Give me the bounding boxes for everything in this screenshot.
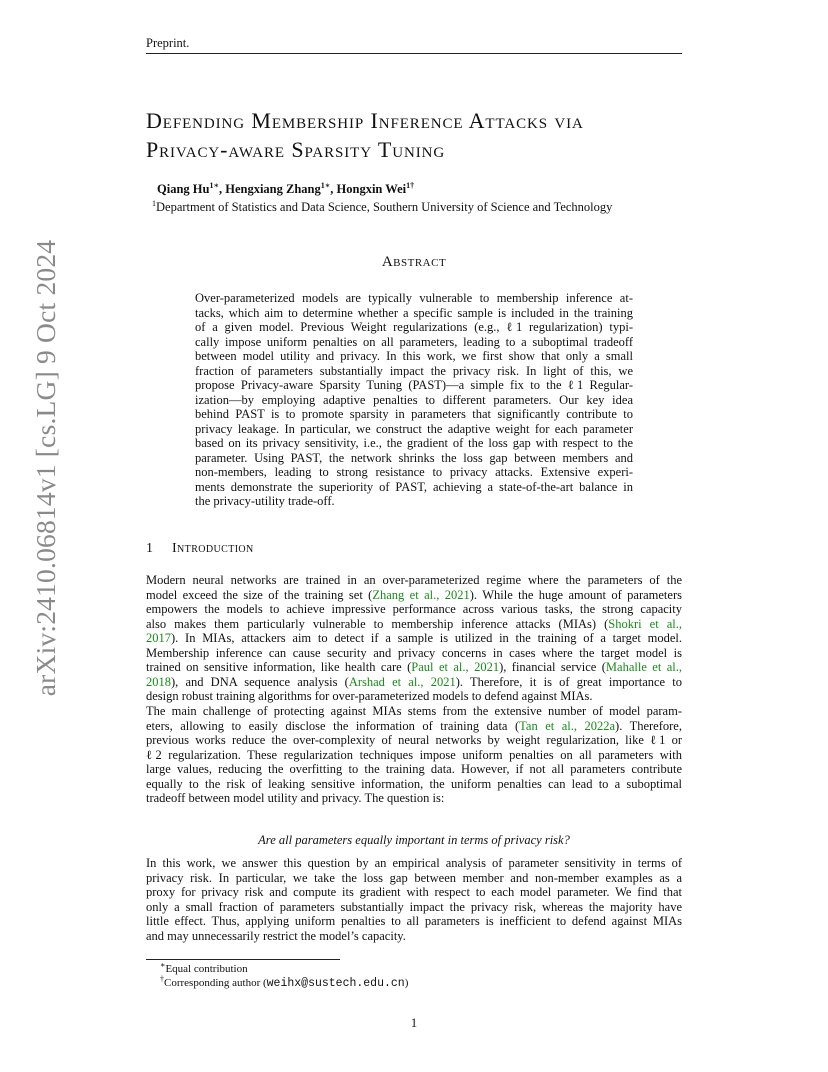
abstract-line: based on its privacy sensitivity, i.e., the gradient of the loss gap with respect to the bbox=[195, 436, 633, 450]
citation-link[interactable]: 2017 bbox=[146, 631, 171, 645]
text-run: empowers the models to achieve impressive performance across various tasks, the strong capacity bbox=[146, 602, 682, 616]
paragraph-line bbox=[146, 704, 682, 719]
abstract-line: cally impose uniform penalties on all parameters, leading to a suboptimal tradeoff bbox=[195, 334, 633, 349]
text-run: proxy for privacy risk and compute its gradient with respect to each model parameter. We find that bbox=[146, 885, 682, 899]
abstract-line: ments demonstrate the superiority of PAST, achieving a state-of-the-art balance in bbox=[195, 479, 633, 494]
author-marks: 1∗ bbox=[320, 180, 331, 190]
footnote-equal bbox=[160, 960, 248, 975]
text-run: design robust training algorithms for over-parameterized models to defend against MIAs. bbox=[146, 689, 593, 703]
abstract-line: the privacy-utility trade-off. bbox=[195, 494, 335, 508]
paragraph-line bbox=[146, 631, 682, 646]
abstract-line: privacy leakage. In particular, we construct the adaptive weight for each parameter bbox=[195, 421, 633, 436]
text-run: also makes them particularly vulnerable to membership inference attacks (MIAs) ( bbox=[146, 616, 609, 631]
abstract-line: parameter. Using PAST, the network shrinks the loss gap between members and bbox=[195, 450, 633, 465]
abstract-line: propose Privacy-aware Sparsity Tuning (PAST)—a simple fix to the ℓ1 Regular- bbox=[195, 378, 633, 392]
paragraph-line bbox=[146, 914, 682, 929]
footnote-rule bbox=[146, 959, 340, 960]
author-list bbox=[157, 182, 414, 197]
author-separator: , bbox=[218, 182, 226, 196]
paragraph-line bbox=[146, 885, 682, 900]
text-run: and may unnecessarily restrict the model’s capacity. bbox=[146, 928, 406, 943]
title-line-1: Defending Membership Inference Attacks via bbox=[146, 108, 584, 133]
arxiv-stamp-text: arXiv:2410.06814v1 [cs.LG] 9 Oct 2024 bbox=[30, 239, 61, 697]
text-run: Membership inference can cause security and privacy concerns in cases where the target model is bbox=[146, 645, 682, 660]
paragraph-line bbox=[146, 675, 682, 690]
text-run: ). Therefore, it is of great importance to bbox=[455, 674, 682, 689]
text-run: ). Therefore, bbox=[615, 718, 682, 733]
section-title: Introduction bbox=[172, 541, 254, 556]
paragraph-line bbox=[146, 617, 682, 632]
text-run: eters, allowing to easily disclose the information of training data ( bbox=[146, 718, 520, 733]
affiliation-text: Department of Statistics and Data Science, Southern University of Science and Technology bbox=[156, 200, 613, 214]
text-run: equally to the risk of leaking sensitive information, the uniform penalties can lead to a suboptimal bbox=[146, 776, 682, 791]
citation-link[interactable]: Tan et al., 2022a bbox=[519, 718, 616, 733]
footnote-mark: ∗ bbox=[160, 960, 166, 970]
paragraph-line bbox=[146, 646, 682, 661]
paragraph-line bbox=[146, 900, 682, 915]
text-run: large values, reducing the overfitting to the training data. However, if not all parameters contribute bbox=[146, 762, 682, 776]
text-run: only a small fraction of parameters substantially impact the privacy risk, whereas the majority have bbox=[146, 899, 682, 914]
section-heading bbox=[146, 541, 254, 557]
paragraph-line bbox=[146, 573, 682, 588]
footnote-text: Corresponding author ( bbox=[164, 977, 267, 989]
paragraph-line bbox=[146, 588, 682, 603]
text-run: The main challenge of protecting against MIAs stems from the extensive number of model param- bbox=[146, 704, 682, 718]
text-run: ). While the huge amount of parameters bbox=[469, 587, 682, 602]
author-name: Qiang Hu bbox=[157, 182, 210, 196]
page-number: 1 bbox=[410, 1016, 418, 1030]
author-marks: 1∗ bbox=[209, 180, 219, 190]
author-email[interactable]: weihx@sustech.edu.cn bbox=[266, 977, 405, 990]
paragraph-line bbox=[146, 929, 682, 944]
citation-link[interactable]: Paul et al., 2021 bbox=[411, 660, 500, 674]
author-name: Hengxiang Zhang bbox=[225, 182, 321, 196]
footnote-text: ) bbox=[404, 977, 409, 989]
abstract-line: ization—by employing adaptive penalties to different parameters. Our key idea bbox=[195, 392, 633, 407]
research-question: Are all parameters equally important in terms of privacy risk? bbox=[258, 833, 570, 847]
text-run: Modern neural networks are trained in an over-parameterized regime where the parameters of the bbox=[146, 573, 682, 587]
abstract-line: between model utility and privacy. In this work, we first show that only a small bbox=[195, 349, 633, 363]
paragraph-line bbox=[146, 733, 682, 748]
paragraph-line bbox=[146, 719, 682, 734]
abstract-line: fraction of parameters substantially impact the privacy risk. In light of this, we bbox=[195, 363, 633, 378]
abstract-line: tacks, which aim to determine whether a specific sample is included in the training bbox=[195, 305, 633, 320]
abstract-line: non-members, leading to strong resistance to privacy attacks. Extensive experi- bbox=[195, 465, 633, 479]
paragraph-line bbox=[146, 856, 682, 871]
paragraph-line bbox=[146, 689, 682, 704]
citation-link[interactable]: Arshad et al., 2021 bbox=[348, 674, 456, 689]
paragraph-line bbox=[146, 777, 682, 792]
text-run: tradeoff between model utility and privacy. The question is: bbox=[146, 791, 445, 805]
footnote-text: Equal contribution bbox=[165, 963, 248, 975]
abstract-line: of a given model. Previous Weight regularizations (e.g., ℓ1 regularization) typi- bbox=[195, 320, 633, 334]
text-run: model exceed the size of the training set ( bbox=[146, 587, 373, 602]
text-run: ℓ2 regularization. These regularization techniques impose uniform penalties on all parameters with bbox=[146, 747, 682, 762]
paper-title bbox=[146, 106, 706, 164]
abstract-line: Over-parameterized models are typically vulnerable to membership inference at- bbox=[195, 291, 633, 305]
citation-link[interactable]: Mahalle et al., bbox=[605, 660, 683, 674]
affiliation bbox=[152, 200, 612, 215]
paragraph-line bbox=[146, 660, 682, 675]
text-run: ), and DNA sequence analysis ( bbox=[171, 674, 349, 689]
text-run: ). In MIAs, attackers aim to detect if a sample is utilized in the training of a target model. bbox=[171, 631, 682, 645]
section-number: 1 bbox=[146, 541, 154, 556]
paragraph-line bbox=[146, 791, 682, 806]
citation-link[interactable]: Zhang et al., 2021 bbox=[372, 587, 470, 602]
footnote-corresponding bbox=[160, 974, 409, 990]
citation-link[interactable]: Shokri et al., bbox=[608, 616, 682, 631]
author-name: Hongxin Wei bbox=[336, 182, 407, 196]
header-rule bbox=[146, 53, 682, 54]
abstract-heading: Abstract bbox=[381, 254, 447, 270]
paragraph-line bbox=[146, 602, 682, 617]
text-run: In this work, we answer this question by an empirical analysis of parameter sensitivity in terms of bbox=[146, 856, 682, 870]
paragraph-line bbox=[146, 748, 682, 763]
paragraph-line bbox=[146, 762, 682, 777]
author-marks: 1† bbox=[406, 180, 415, 190]
abstract-line: behind PAST is to promote sparsity in parameters that significantly contribute to bbox=[195, 407, 633, 421]
text-run: trained on sensitive information, like health care ( bbox=[146, 660, 412, 674]
text-run: ), financial service ( bbox=[499, 660, 606, 674]
text-run: little effect. Thus, applying uniform penalties to all parameters is inefficient to defend against MIAs bbox=[146, 914, 682, 928]
text-run: privacy risk. In particular, we take the loss gap between member and non-member examples as a bbox=[146, 870, 682, 885]
footnote-mark: † bbox=[160, 974, 164, 984]
title-line-2: Privacy-aware Sparsity Tuning bbox=[146, 137, 446, 162]
affiliation-mark: 1 bbox=[152, 198, 156, 208]
citation-link[interactable]: 2018 bbox=[146, 674, 171, 689]
author-separator: , bbox=[330, 182, 337, 196]
paragraph-line bbox=[146, 871, 682, 886]
text-run: previous works reduce the over-complexity of neural networks by weight regularization, like ℓ1 or bbox=[146, 733, 682, 747]
running-header: Preprint. bbox=[146, 36, 190, 50]
